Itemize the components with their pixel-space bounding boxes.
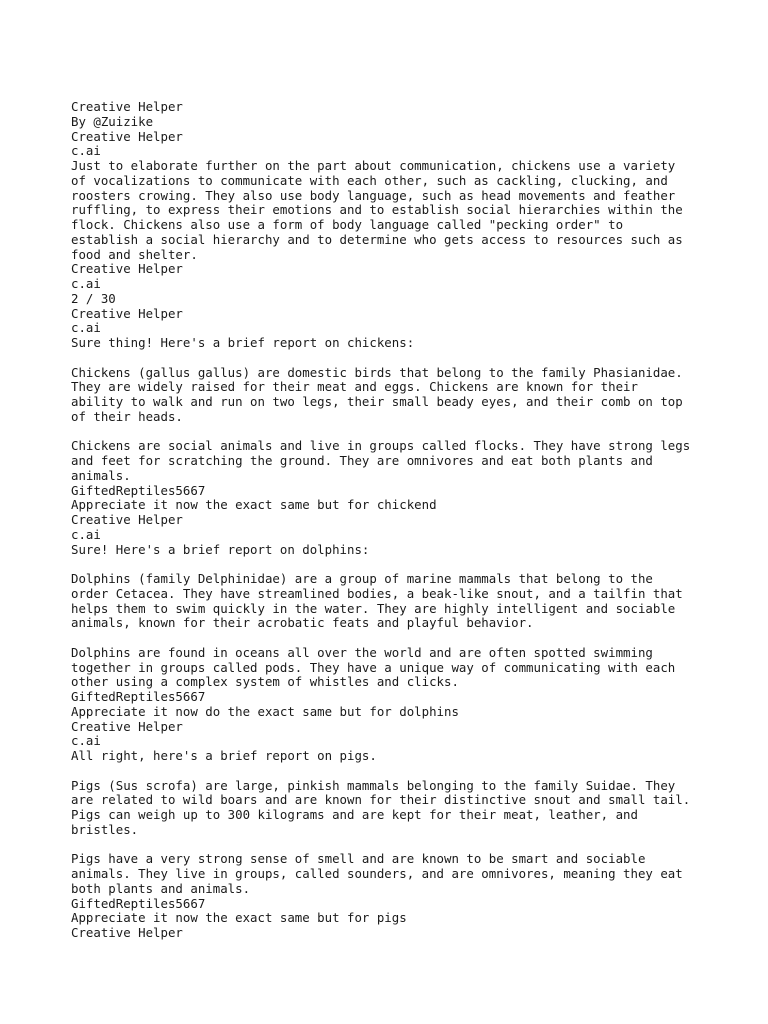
text-line: Appreciate it now the exact same but for chickend xyxy=(71,497,437,513)
text-line: Dolphins are found in oceans all over the world and are often spotted swimming xyxy=(71,644,653,660)
text-line: Pigs have a very strong sense of smell and are known to be smart and sociable xyxy=(71,851,646,867)
text-line: both plants and animals. xyxy=(71,880,251,896)
blank-line xyxy=(71,351,711,366)
text-line: are related to wild boars and are known for their distinctive snout and small tail. xyxy=(71,792,691,808)
text-line: Creative Helper xyxy=(71,925,183,940)
text-line: bristles. xyxy=(71,821,139,837)
text-line: together in groups called pods. They have a unique way of communicating with each xyxy=(71,659,676,675)
text-line: c.ai xyxy=(71,276,101,291)
text-line: animals, known for their acrobatic feats and playful behavior. xyxy=(71,615,534,631)
text-line: Creative Helper xyxy=(71,99,183,114)
text-line: Dolphins (family Delphinidae) are a group of marine mammals that belong to the xyxy=(71,571,653,586)
text-line: By @Zuizike xyxy=(71,113,154,129)
text-line: Appreciate it now the exact same but for pigs xyxy=(71,910,407,926)
text-line: and feet for scratching the ground. They are omnivores and eat both plants and xyxy=(71,453,653,468)
text-line: Chickens are social animals and live in groups called flocks. They have strong legs xyxy=(71,438,691,454)
blank-line xyxy=(71,557,711,572)
text-line: c.ai xyxy=(71,143,101,159)
text-line: Chickens (gallus gallus) are domestic birds that belong to the family Phasianidae. xyxy=(71,364,683,380)
text-line: animals. They live in groups, called sounders, and are omnivores, meaning they eat xyxy=(71,866,683,881)
text-line: food and shelter. xyxy=(71,246,198,262)
text-line: Just to elaborate further on the part about communication, chickens use a variety xyxy=(71,158,676,173)
text-line: All right, here's a brief report on pigs. xyxy=(71,748,377,763)
text-line: c.ai xyxy=(71,320,101,336)
text-line: flock. Chickens also use a form of body language called "pecking order" to xyxy=(71,217,624,232)
text-line: They are widely raised for their meat and eggs. Chickens are known for their xyxy=(71,379,638,395)
text-line: establish a social hierarchy and to determine who gets access to resources such as xyxy=(71,231,683,247)
text-line: Creative Helper xyxy=(71,305,183,321)
document-page xyxy=(71,100,711,941)
text-line: Pigs can weigh up to 300 kilograms and are kept for their meat, leather, and xyxy=(71,807,638,822)
text-line: Appreciate it now do the exact same but for dolphins xyxy=(71,703,459,719)
text-line: Creative Helper xyxy=(71,718,183,734)
text-line: of vocalizations to communicate with each other, such as cackling, clucking, and xyxy=(71,172,668,188)
text-line: of their heads. xyxy=(71,408,183,424)
blank-line xyxy=(71,764,711,779)
text-line: helps them to swim quickly in the water. They are highly intelligent and sociable xyxy=(71,600,676,616)
blank-line xyxy=(71,838,711,853)
text-line: other using a complex system of whistles and clicks. xyxy=(71,674,459,690)
text-line: Creative Helper xyxy=(71,128,183,144)
text-line: GiftedReptiles5667 xyxy=(71,895,206,911)
text-line: 2 / 30 xyxy=(71,290,116,306)
blank-line xyxy=(71,425,711,440)
text-line: roosters crowing. They also use body language, such as head movements and feather xyxy=(71,187,676,203)
text-line: ruffling, to express their emotions and to establish social hierarchies within the xyxy=(71,202,683,218)
text-line: Creative Helper xyxy=(71,512,183,527)
text-line: GiftedReptiles5667 xyxy=(71,689,206,704)
text-line: GiftedReptiles5667 xyxy=(71,482,206,498)
text-line: Pigs (Sus scrofa) are large, pinkish mammals belonging to the family Suidae. They xyxy=(71,777,676,793)
text-line: c.ai xyxy=(71,733,101,749)
text-line: c.ai xyxy=(71,526,101,542)
text-line: ability to walk and run on two legs, their small beady eyes, and their comb on top xyxy=(71,394,683,409)
text-line: Sure thing! Here's a brief report on chickens: xyxy=(71,335,415,350)
text-line: order Cetacea. They have streamlined bodies, a beak-like snout, and a tailfin that xyxy=(71,585,683,601)
blank-line xyxy=(71,631,711,646)
text-line: Creative Helper xyxy=(71,261,183,277)
text-line: animals. xyxy=(71,467,131,483)
text-line: Sure! Here's a brief report on dolphins: xyxy=(71,541,370,557)
